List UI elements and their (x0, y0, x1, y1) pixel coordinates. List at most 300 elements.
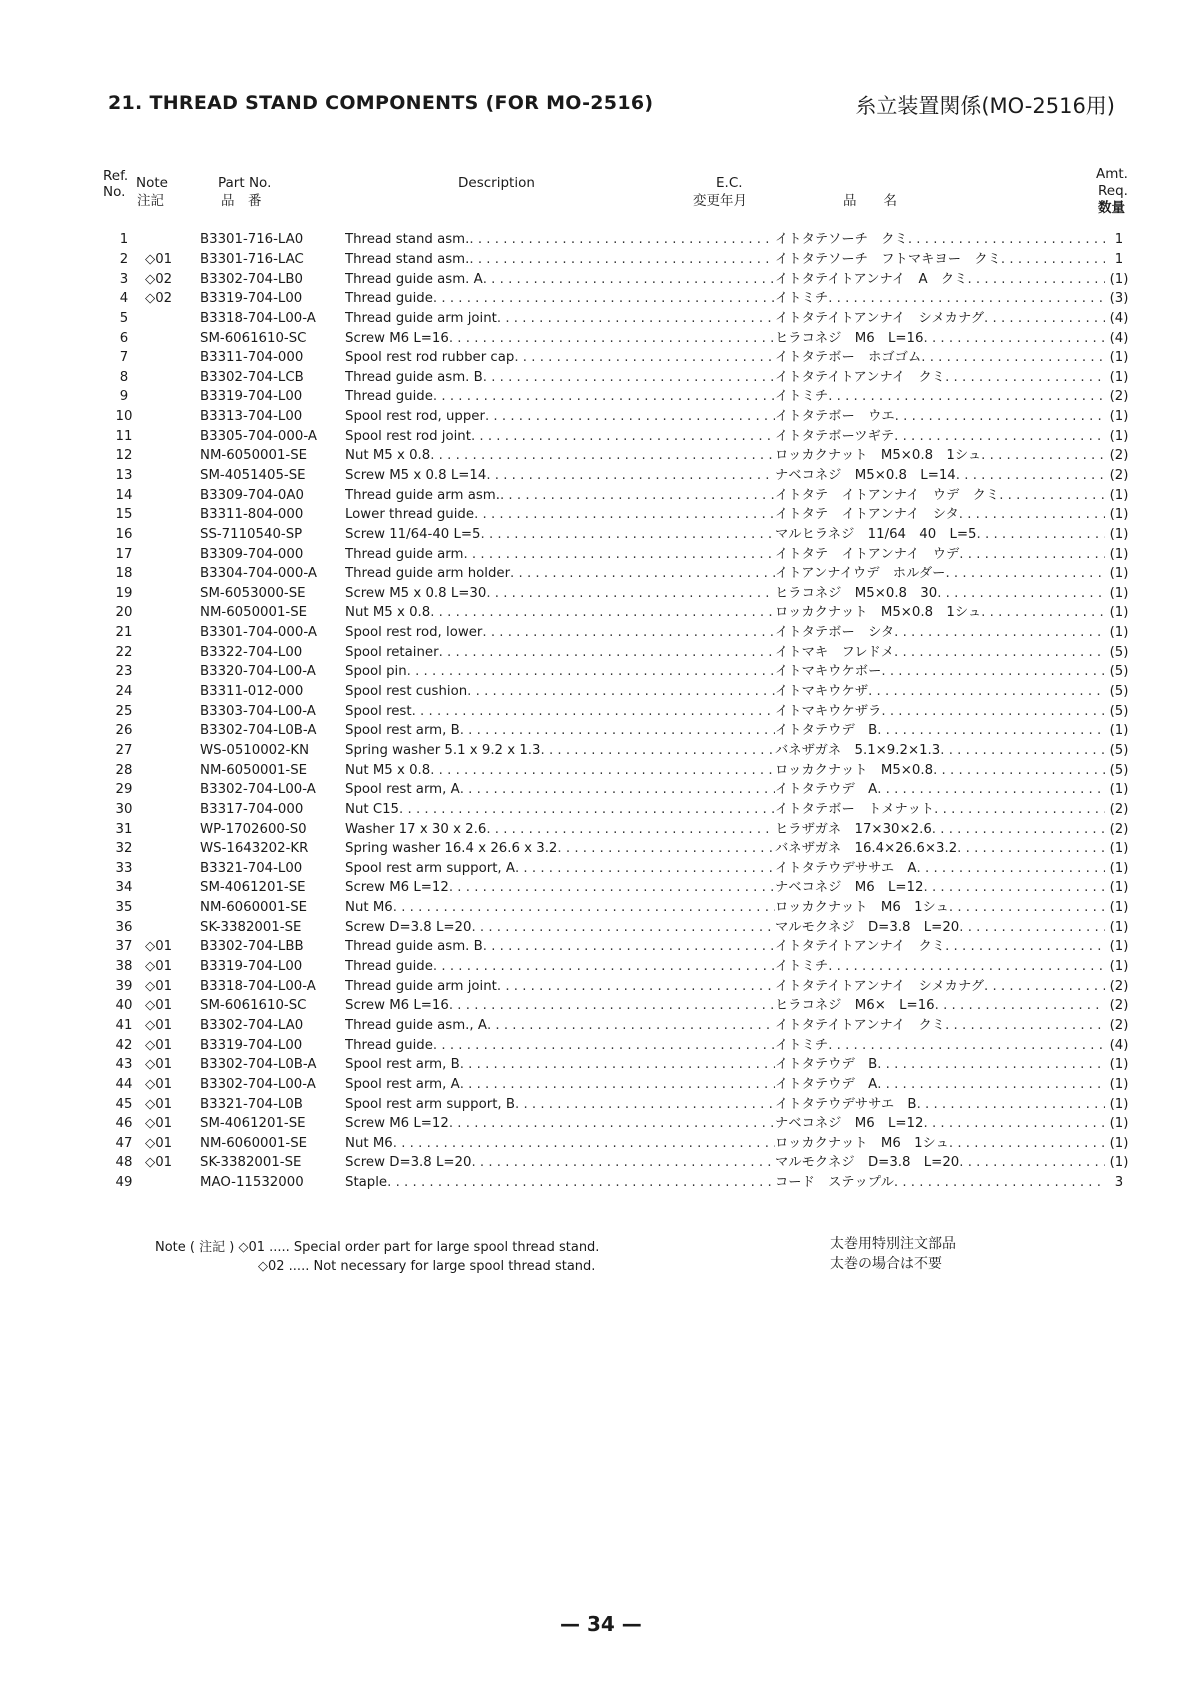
part-no: B3309-704-0A0 (200, 487, 304, 503)
ref-no: 36 (115, 919, 133, 935)
note (143, 642, 190, 662)
description-cell (345, 760, 775, 780)
table-row (105, 1114, 1133, 1134)
jp-name-cell (775, 309, 1105, 329)
description-cell (345, 957, 775, 977)
jp-name-cell (775, 1035, 1105, 1055)
description-cell (345, 701, 775, 721)
table-row (105, 505, 1133, 525)
part-no: B3319-704-L00 (200, 291, 303, 307)
description-cell (345, 878, 775, 898)
note: ◇01 (145, 1017, 173, 1033)
amount: (1) (1109, 507, 1129, 523)
note: ◇01 (145, 998, 173, 1014)
note: ◇02 (145, 271, 173, 287)
note: ◇01 (145, 251, 173, 267)
note: ◇01 (145, 978, 173, 994)
description: Spool pin (345, 664, 407, 680)
description: Thread guide arm holder (345, 566, 511, 582)
table-row (105, 819, 1133, 839)
jp-name-cell (775, 584, 1105, 604)
jp-name: イトタテイトアンナイ クミ (775, 369, 946, 385)
ref-no: 16 (115, 526, 133, 542)
ref-no: 4 (119, 291, 129, 307)
table-row (105, 426, 1133, 446)
header-note-jp: 注記 (137, 193, 164, 209)
jp-name-cell (775, 623, 1105, 643)
part-no: SK-3382001-SE (200, 1155, 302, 1171)
description-cell (345, 1035, 775, 1055)
description: Nut M5 x 0.8 (345, 762, 431, 778)
note-jp-1: 太巻用特別注文部品 (830, 1236, 956, 1252)
description-cell (345, 859, 775, 879)
header-ref: Ref. (103, 168, 129, 184)
description: Thread guide arm joint (345, 310, 497, 326)
description: Spool rest arm, A (345, 1076, 460, 1092)
description-cell (345, 485, 775, 505)
amount: (4) (1109, 1037, 1129, 1053)
table-row (105, 367, 1133, 387)
description-cell (345, 289, 775, 309)
part-no: B3311-804-000 (200, 507, 304, 523)
amount: (1) (1109, 1076, 1129, 1092)
description: Screw M5 x 0.8 L=30 (345, 585, 487, 601)
table-row (105, 1035, 1133, 1055)
jp-name: ナベコネジ M6 L=12 (775, 880, 924, 896)
jp-name: イトミチ (775, 1037, 829, 1053)
note (143, 525, 190, 545)
part-no: B3322-704-L00 (200, 644, 303, 660)
jp-name-cell (775, 819, 1105, 839)
note (143, 760, 190, 780)
note: ◇01 (145, 1037, 173, 1053)
jp-name: イトタテボー ホゴゴム (775, 350, 922, 366)
jp-name-cell (775, 426, 1105, 446)
amount: (2) (1109, 978, 1129, 994)
amount: (5) (1109, 664, 1129, 680)
part-no: B3302-704-L00-A (200, 1076, 316, 1092)
part-no: B3313-704-L00 (200, 409, 303, 425)
table-row (105, 721, 1133, 741)
ref-no: 21 (115, 625, 133, 641)
jp-name: バネザガネ 5.1×9.2×1.3 (775, 742, 941, 758)
description-cell (345, 544, 775, 564)
description: Thread guide (345, 959, 433, 975)
amount: (1) (1109, 350, 1129, 366)
jp-name-cell (775, 1114, 1105, 1134)
jp-name-cell (775, 898, 1105, 918)
note-line-2: ◇02 ..... Not necessary for large spool thread stand. (258, 1259, 596, 1274)
description-cell (345, 819, 775, 839)
jp-name-cell (775, 859, 1105, 879)
jp-name: イトミチ (775, 959, 829, 975)
jp-name-cell (775, 701, 1105, 721)
description-cell (345, 996, 775, 1016)
description-cell (345, 525, 775, 545)
amount: 1 (1114, 232, 1124, 248)
amount: (2) (1109, 998, 1129, 1014)
jp-name: イトマキウケザ (775, 684, 869, 700)
description: Spool rest arm, A (345, 782, 460, 798)
description-cell (345, 721, 775, 741)
jp-name-cell (775, 780, 1105, 800)
part-no: B3302-704-L0B-A (200, 723, 317, 739)
description: Screw D=3.8 L=20 (345, 919, 472, 935)
note (143, 387, 190, 407)
ref-no: 9 (119, 389, 129, 405)
jp-name: イトミチ (775, 291, 829, 307)
description-cell (345, 230, 775, 250)
amount: (1) (1109, 1096, 1129, 1112)
description-cell (345, 367, 775, 387)
ref-no: 23 (115, 664, 133, 680)
header-description: Description (458, 175, 535, 191)
jp-name-cell (775, 721, 1105, 741)
jp-name: イトマキ フレドメ (775, 644, 895, 660)
description-cell (345, 269, 775, 289)
ref-no: 11 (115, 428, 133, 444)
amount: (2) (1109, 801, 1129, 817)
part-no: B3302-704-L00-A (200, 782, 316, 798)
description-cell (345, 407, 775, 427)
ref-no: 49 (115, 1175, 133, 1191)
amount: (1) (1109, 526, 1129, 542)
ref-no: 22 (115, 644, 133, 660)
jp-name-cell (775, 760, 1105, 780)
description-cell (345, 937, 775, 957)
jp-name-cell (775, 682, 1105, 702)
description-cell (345, 1094, 775, 1114)
jp-name: イトタテウデ B (775, 1057, 878, 1073)
header-amt-jp: 数量 (1098, 200, 1125, 216)
jp-name: イトタテ イトアンナイ シタ (775, 507, 959, 523)
ref-no: 40 (115, 998, 133, 1014)
jp-name: バネザガネ 16.4×26.6×3.2 (775, 841, 958, 857)
table-row (105, 662, 1133, 682)
note (143, 505, 190, 525)
ref-no: 10 (115, 409, 133, 425)
ref-no: 28 (115, 762, 133, 778)
jp-name-cell (775, 957, 1105, 977)
amount: (2) (1109, 389, 1129, 405)
note (143, 878, 190, 898)
part-no: WS-1643202-KR (200, 841, 309, 857)
jp-name: ロッカクナット M5×0.8 1シュ (775, 448, 982, 464)
jp-name-cell (775, 466, 1105, 486)
amount: (1) (1109, 271, 1129, 287)
jp-name: イトタテソーチ クミ (775, 232, 908, 248)
jp-name: ヒラコネジ M5×0.8 30 (775, 585, 938, 601)
jp-name-cell (775, 564, 1105, 584)
part-no: B3321-704-L00 (200, 860, 303, 876)
amount: (1) (1109, 860, 1129, 876)
jp-name-cell (775, 367, 1105, 387)
ref-no: 15 (115, 507, 133, 523)
description-cell (345, 1075, 775, 1095)
ref-no: 29 (115, 782, 133, 798)
jp-name-cell (775, 603, 1105, 623)
header-amt: Amt. (1096, 166, 1128, 182)
table-row (105, 309, 1133, 329)
jp-name-cell (775, 917, 1105, 937)
note (143, 348, 190, 368)
description: Spool rest rod rubber cap (345, 350, 515, 366)
part-no: B3302-704-L0B-A (200, 1057, 317, 1073)
jp-name-cell (775, 976, 1105, 996)
description: Thread guide arm asm. (345, 487, 500, 503)
amount: 1 (1114, 251, 1124, 267)
amount: 3 (1114, 1175, 1124, 1191)
jp-name-cell (775, 269, 1105, 289)
description: Screw M6 L=12 (345, 1116, 449, 1132)
table-row (105, 760, 1133, 780)
description-cell (345, 348, 775, 368)
part-no: NM-6050001-SE (200, 448, 308, 464)
part-no: B3304-704-000-A (200, 566, 317, 582)
description: Screw D=3.8 L=20 (345, 1155, 472, 1171)
description: Staple (345, 1175, 388, 1191)
amount: (2) (1109, 821, 1129, 837)
ref-no: 31 (115, 821, 133, 837)
part-no: B3321-704-L0B (200, 1096, 303, 1112)
header-ec-jp: 変更年月 (693, 193, 747, 209)
amount: (1) (1109, 605, 1129, 621)
part-no: B3301-716-LA0 (200, 232, 304, 248)
table-row (105, 642, 1133, 662)
note (143, 682, 190, 702)
part-no: SM-4061201-SE (200, 1116, 306, 1132)
jp-name: ヒラコネジ M6 L=16 (775, 330, 924, 346)
table-row (105, 1133, 1133, 1153)
note (143, 309, 190, 329)
jp-name: イトタテイトアンナイ シメカナグ (775, 310, 985, 326)
note (143, 544, 190, 564)
description: Washer 17 x 30 x 2.6 (345, 821, 487, 837)
jp-name: コード ステップル (775, 1175, 894, 1191)
note (143, 780, 190, 800)
part-no: B3303-704-L00-A (200, 703, 316, 719)
part-no: SM-6061610-SC (200, 330, 307, 346)
ref-no: 2 (119, 251, 129, 267)
jp-name: ヒラコネジ M6× L=16 (775, 998, 935, 1014)
description-cell (345, 1016, 775, 1036)
amount: (2) (1109, 1017, 1129, 1033)
amount: (1) (1109, 1116, 1129, 1132)
description-cell (345, 584, 775, 604)
table-row (105, 250, 1133, 270)
description: Spool rest rod, lower (345, 625, 483, 641)
ref-no: 44 (115, 1076, 133, 1092)
table-row (105, 996, 1133, 1016)
note: ◇01 (145, 1135, 173, 1151)
description-cell (345, 917, 775, 937)
table-row (105, 701, 1133, 721)
jp-name-cell (775, 800, 1105, 820)
note (143, 446, 190, 466)
description: Thread guide (345, 291, 433, 307)
jp-name-cell (775, 446, 1105, 466)
amount: (1) (1109, 566, 1129, 582)
table-row (105, 741, 1133, 761)
description: Screw M6 L=12 (345, 880, 449, 896)
jp-name: イトタテウデ B (775, 723, 878, 739)
jp-name-cell (775, 1075, 1105, 1095)
part-no: SM-4061201-SE (200, 880, 306, 896)
note (143, 407, 190, 427)
part-no: NM-6060001-SE (200, 900, 308, 916)
jp-name-cell (775, 544, 1105, 564)
jp-name-cell (775, 525, 1105, 545)
description-cell (345, 1173, 775, 1193)
page-title: 21. THREAD STAND COMPONENTS (FOR MO-2516) (108, 92, 654, 114)
note (143, 328, 190, 348)
description: Spool retainer (345, 644, 439, 660)
description-cell (345, 623, 775, 643)
ref-no: 30 (115, 801, 133, 817)
part-no: WS-0510002-KN (200, 742, 310, 758)
jp-name-cell (775, 1094, 1105, 1114)
part-no: NM-6050001-SE (200, 605, 308, 621)
jp-name-cell (775, 839, 1105, 859)
amount: (1) (1109, 782, 1129, 798)
table-row (105, 446, 1133, 466)
description: Nut M5 x 0.8 (345, 605, 431, 621)
jp-name: ロッカクナット M6 1シュ (775, 900, 949, 916)
jp-name: イトタテボー シタ (775, 625, 895, 641)
amount: (1) (1109, 939, 1129, 955)
jp-name-cell (775, 250, 1105, 270)
part-no: MAO-11532000 (200, 1175, 304, 1191)
jp-name: イトタテイトアンナイ クミ (775, 939, 946, 955)
ref-no: 46 (115, 1116, 133, 1132)
header-part-no: Part No. (218, 175, 272, 191)
header-ec: E.C. (716, 175, 743, 191)
description: Spool rest arm support, B (345, 1096, 515, 1112)
description: Nut M6 (345, 900, 393, 916)
jp-name-cell (775, 387, 1105, 407)
table-row (105, 957, 1133, 977)
amount: (5) (1109, 762, 1129, 778)
jp-name-cell (775, 996, 1105, 1016)
amount: (1) (1109, 1135, 1129, 1151)
description: Thread guide (345, 1037, 433, 1053)
jp-name-cell (775, 1173, 1105, 1193)
description: Thread guide arm (345, 546, 464, 562)
description-cell (345, 1153, 775, 1173)
amount: (1) (1109, 428, 1129, 444)
jp-name: イトアンナイウデ ホルダー (775, 566, 946, 582)
table-row (105, 1055, 1133, 1075)
jp-name: ロッカクナット M5×0.8 1シュ (775, 605, 982, 621)
jp-name: イトマキウケザラ (775, 703, 882, 719)
jp-name: ロッカクナット M5×0.8 (775, 762, 934, 778)
note-line-1: Note ( 注記 ) ◇01 ..... Special order part for large spool thread stand. (155, 1240, 600, 1255)
description: Spool rest (345, 703, 412, 719)
table-row (105, 917, 1133, 937)
description-cell (345, 682, 775, 702)
description: Screw M5 x 0.8 L=14 (345, 468, 487, 483)
ref-no: 48 (115, 1155, 133, 1171)
amount: (2) (1109, 468, 1129, 483)
ref-no: 41 (115, 1017, 133, 1033)
amount: (1) (1109, 841, 1129, 857)
ref-no: 43 (115, 1057, 133, 1073)
jp-name-cell (775, 1153, 1105, 1173)
ref-no: 20 (115, 605, 133, 621)
jp-name-cell (775, 485, 1105, 505)
part-no: NM-6050001-SE (200, 762, 308, 778)
description: Thread guide (345, 389, 433, 405)
amount: (1) (1109, 880, 1129, 896)
header-jp-name: 品 名 (843, 193, 897, 209)
jp-name: イトタテボー ウエ (775, 409, 895, 425)
part-no: B3302-704-LCB (200, 369, 304, 385)
note (143, 839, 190, 859)
amount: (4) (1109, 310, 1129, 326)
ref-no: 33 (115, 860, 133, 876)
description-cell (345, 387, 775, 407)
note (143, 917, 190, 937)
description: Screw M6 L=16 (345, 998, 449, 1014)
ref-no: 38 (115, 959, 133, 975)
table-row (105, 1153, 1133, 1173)
description-cell (345, 662, 775, 682)
ref-no: 47 (115, 1135, 133, 1151)
jp-name: イトタテ イトアンナイ ウデ (775, 546, 960, 562)
note: ◇01 (145, 1155, 173, 1171)
description-cell (345, 603, 775, 623)
description: Thread guide asm. A (345, 271, 483, 287)
description-cell (345, 426, 775, 446)
jp-name-cell (775, 407, 1105, 427)
ref-no: 12 (115, 448, 133, 464)
table-row (105, 603, 1133, 623)
amount: (5) (1109, 644, 1129, 660)
note (143, 859, 190, 879)
ref-no: 24 (115, 684, 133, 700)
note (143, 564, 190, 584)
jp-name-cell (775, 937, 1105, 957)
ref-no: 25 (115, 703, 133, 719)
ref-no: 8 (119, 369, 129, 385)
description-cell (345, 564, 775, 584)
description-cell (345, 898, 775, 918)
description-cell (345, 1055, 775, 1075)
description: Spool rest arm, B (345, 723, 460, 739)
table-row (105, 898, 1133, 918)
table-row (105, 1173, 1133, 1193)
table-row (105, 1016, 1133, 1036)
jp-name: ロッカクナット M6 1シュ (775, 1135, 949, 1151)
jp-name-cell (775, 1133, 1105, 1153)
note: ◇02 (145, 291, 173, 307)
jp-name-cell (775, 878, 1105, 898)
jp-name: イトタテイトアンナイ シメカナグ (775, 978, 985, 994)
table-row (105, 407, 1133, 427)
amount: (1) (1109, 1155, 1129, 1171)
jp-name-cell (775, 289, 1105, 309)
table-row (105, 976, 1133, 996)
jp-name: イトタテボーツギテ (775, 428, 895, 444)
jp-name: イトタテソーチ フトマキヨー クミ (775, 251, 1001, 267)
description-cell (345, 976, 775, 996)
note (143, 662, 190, 682)
note (143, 485, 190, 505)
table-row (105, 584, 1133, 604)
ref-no: 3 (119, 271, 129, 287)
note (143, 623, 190, 643)
table-row (105, 682, 1133, 702)
